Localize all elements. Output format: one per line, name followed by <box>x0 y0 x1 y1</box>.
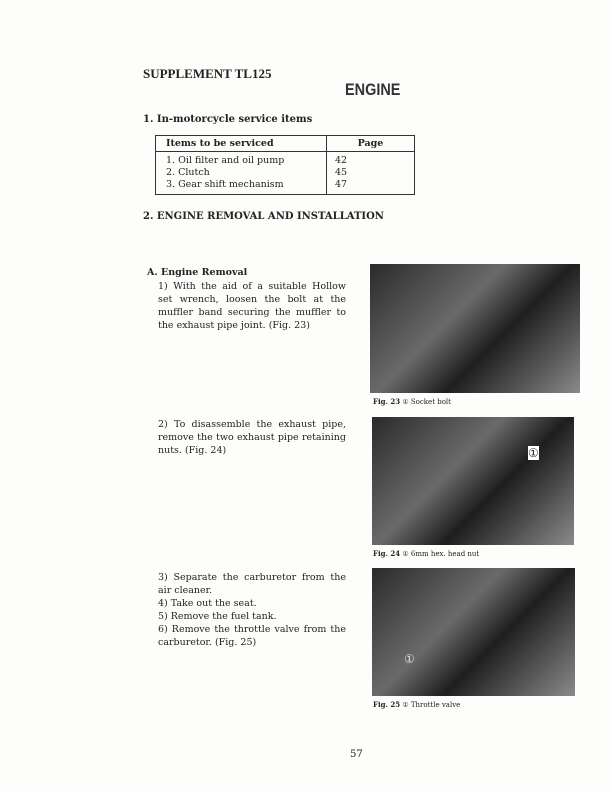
col-header-page: Page <box>327 136 415 152</box>
step-3: 3) Separate the carburetor from the air cleaner. <box>158 572 346 596</box>
fig-caption-text: ① 6mm hex. head nut <box>402 550 480 558</box>
section2-heading: 2. ENGINE REMOVAL AND INSTALLATION <box>143 211 384 222</box>
fig-label: Fig. 25 <box>373 700 401 709</box>
step-5: 5) Remove the fuel tank. <box>158 611 277 622</box>
fig-label: Fig. 24 <box>373 549 401 558</box>
page-number: 57 <box>350 749 363 760</box>
fig-caption-text: ① Throttle valve <box>402 701 461 709</box>
fig23-photo <box>370 264 580 393</box>
service-items-table <box>155 135 415 195</box>
step-1: 1) With the aid of a suitable Hollow set wrench, loosen the bolt at the muffler band securing the muffler to the exhaust pipe joint. (Fig. 23) <box>158 281 346 331</box>
fig25-caption <box>373 700 460 709</box>
pages-cell <box>327 152 415 195</box>
step-6: 6) Remove the throttle valve from the carburetor. (Fig. 25) <box>158 624 346 648</box>
fig25-photo <box>372 568 575 696</box>
table-page: 42 <box>335 155 348 166</box>
supplement-title: SUPPLEMENT TL125 <box>143 66 272 81</box>
subsection-heading: A. Engine Removal <box>147 267 248 278</box>
fig24-photo <box>372 417 574 545</box>
fig-caption-text: ① Socket bolt <box>402 398 451 406</box>
section1-heading: 1. In-motorcycle service items <box>143 114 313 125</box>
fig25-callout: ① <box>404 652 415 666</box>
col-header-items: Items to be serviced <box>156 136 327 152</box>
step-4: 4) Take out the seat. <box>158 598 257 609</box>
fig24-caption <box>373 549 479 558</box>
fig23-caption <box>373 397 451 406</box>
step-2: 2) To disassemble the exhaust pipe, remove the two exhaust pipe retaining nuts. (Fig. 24) <box>158 419 346 456</box>
section-title: ENGINE <box>345 80 401 99</box>
table-item: 3. Gear shift mechanism <box>166 179 284 190</box>
table-page: 45 <box>335 167 348 178</box>
table-page: 47 <box>335 179 348 190</box>
table-item: 2. Clutch <box>166 167 210 178</box>
items-cell <box>156 152 327 195</box>
fig-label: Fig. 23 <box>373 397 401 406</box>
table-item: 1. Oil filter and oil pump <box>166 155 285 166</box>
fig24-callout: ① <box>528 446 539 460</box>
